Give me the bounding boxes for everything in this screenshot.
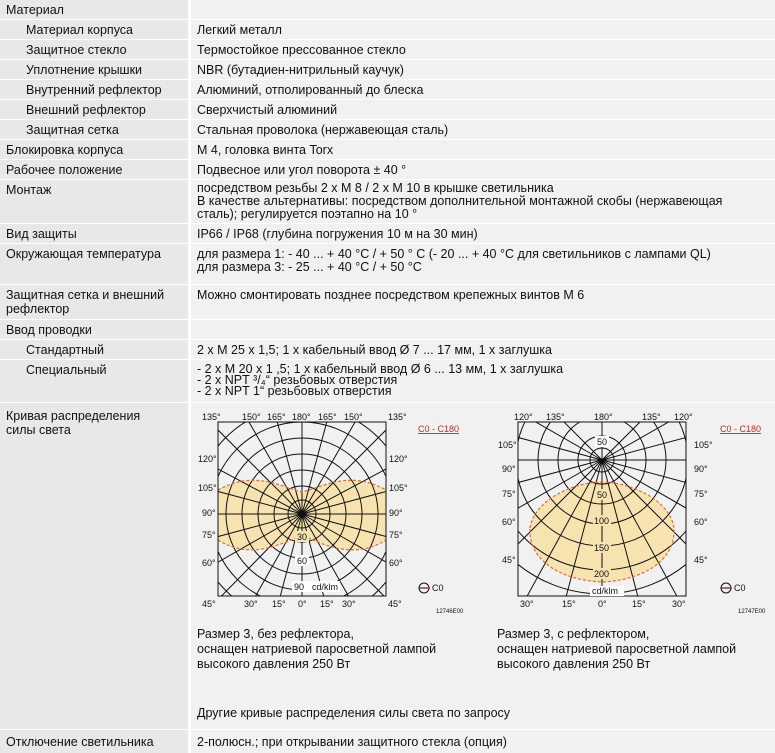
- row-label: Монтаж: [6, 183, 52, 197]
- angle-label: 60°: [389, 558, 403, 568]
- light-distribution-diagram-2: [494, 410, 774, 620]
- angle-label: 45°: [502, 555, 516, 565]
- angle-label: 180°: [292, 412, 311, 422]
- angle-label: 60°: [694, 517, 708, 527]
- angle-label: 75°: [389, 530, 403, 540]
- diagram-2-caption: Размер 3, с рефлектором, оснащен натриевой паросветной лампой высокого давления 250 Вт: [497, 627, 737, 671]
- row-label: Окружающая температура: [6, 247, 161, 261]
- row-value: - 2 x M 20 x 1 ,5; 1 x кабельный ввод Ø 6 ... 13 мм, 1 x заглушка - 2 x NPT ³/₄“ резьбовых отверстия - 2 x NPT 1“ резьбовых отверстия: [197, 362, 564, 398]
- angle-label: 120°: [389, 454, 408, 464]
- angle-label: 60°: [202, 558, 216, 568]
- angle-label: 90°: [389, 508, 403, 518]
- legend-label: C0 - C180: [418, 424, 460, 434]
- row-value: для размера 1: - 40 ... + 40 °C / + 50 ° C (- 20 ... + 40 °C для светильников с лампами QL) для размера 3: - 25 ... + 40 °C / + 50 °C: [197, 247, 711, 274]
- angle-label: 30°: [244, 599, 258, 609]
- radial-value: 50: [597, 490, 608, 500]
- angle-label: 30°: [520, 599, 534, 609]
- angle-label: 150°: [242, 412, 261, 422]
- angle-label: 180°: [594, 412, 613, 422]
- row-label: Специальный: [26, 363, 107, 377]
- row-value: Подвесное или угол поворота ± 40 °: [197, 163, 407, 177]
- angle-label: 30°: [342, 599, 356, 609]
- angle-label: 0°: [298, 599, 307, 609]
- angle-label: 90°: [502, 464, 516, 474]
- angle-label: 120°: [514, 412, 533, 422]
- radial-value: 100: [594, 516, 610, 526]
- unit-label: cd/klm: [312, 582, 339, 592]
- row-value: 2 x M 25 x 1,5; 1 x кабельный ввод Ø 7 ... 17 мм, 1 x заглушка: [197, 343, 552, 357]
- angle-label: 15°: [562, 599, 576, 609]
- row-value: Легкий металл: [197, 23, 282, 37]
- angle-label: 75°: [694, 489, 708, 499]
- angle-label: 60°: [502, 517, 516, 527]
- angle-label: 135°: [642, 412, 661, 422]
- angle-label: 105°: [498, 440, 517, 450]
- angle-label: 30°: [672, 599, 686, 609]
- diagram-code: 12747E00: [738, 609, 766, 615]
- legend-marker-label: C0: [734, 583, 746, 593]
- angle-label: 105°: [694, 440, 713, 450]
- angle-label: 135°: [202, 412, 221, 422]
- row-value: IP66 / IP68 (глубина погружения 10 м на 30 мин): [197, 227, 478, 241]
- row-value: Можно смонтировать позднее посредством крепежных винтов M 6: [197, 288, 585, 302]
- row-label: Стандартный: [26, 343, 104, 357]
- row-label: Кривая распределения силы света: [6, 409, 141, 437]
- angle-label: 135°: [546, 412, 565, 422]
- angle-label: 120°: [674, 412, 693, 422]
- row-label: Отключение светильника: [6, 735, 154, 749]
- unit-label: cd/klm: [592, 586, 619, 596]
- row-label: Внутренний рефлектор: [26, 83, 162, 97]
- diagram-1-caption: Размер 3, без рефлектора, оснащен натриевой паросветной лампой высокого давления 250 Вт: [197, 627, 437, 671]
- angle-label: 45°: [694, 555, 708, 565]
- row-value: M 4, головка винта Torx: [197, 143, 334, 157]
- angle-label: 45°: [202, 599, 216, 609]
- row-label: Рабочее положение: [6, 163, 123, 177]
- angle-label: 120°: [198, 454, 217, 464]
- row-value: Термостойкое прессованное стекло: [197, 43, 406, 57]
- row-label: Ввод проводки: [6, 323, 92, 337]
- angle-label: 0°: [598, 599, 607, 609]
- angle-label: 75°: [502, 489, 516, 499]
- row-label: Защитная сетка и внешний рефлектор: [6, 288, 165, 316]
- legend-marker-label: C0: [432, 583, 444, 593]
- radial-value: 50: [597, 437, 608, 447]
- radial-value: 30: [297, 532, 308, 542]
- row-label: Внешний рефлектор: [26, 103, 146, 117]
- other-curves-note: Другие кривые распределения силы света по запросу: [197, 706, 511, 720]
- angle-label: 105°: [389, 483, 408, 493]
- row-value: NBR (бутадиен-нитрильный каучук): [197, 63, 404, 77]
- row-value: 2-полюсн.; при открывании защитного стекла (опция): [197, 735, 507, 749]
- row-label: Защитная сетка: [26, 123, 119, 137]
- angle-label: 15°: [272, 599, 286, 609]
- angle-label: 90°: [694, 464, 708, 474]
- angle-label: 165°: [318, 412, 337, 422]
- diagram-code: 12746E00: [436, 609, 464, 615]
- angle-label: 165°: [267, 412, 286, 422]
- legend-label: C0 - C180: [720, 424, 762, 434]
- c0-marker-icon: [721, 583, 732, 593]
- row-value: Стальная проволока (нержавеющая сталь): [197, 123, 449, 137]
- radial-value: 60: [297, 556, 308, 566]
- row-label: Защитное стекло: [26, 43, 127, 57]
- c0-marker-icon: [419, 583, 430, 593]
- spec-row: [0, 0, 775, 19]
- row-label: Материал: [6, 3, 64, 17]
- row-value: Сверхчистый алюминий: [197, 103, 338, 117]
- angle-label: 15°: [320, 599, 334, 609]
- light-distribution-diagram-1: [194, 410, 474, 620]
- angle-label: 150°: [344, 412, 363, 422]
- row-label: Вид защиты: [6, 227, 77, 241]
- radial-value: 90: [294, 582, 305, 592]
- angle-label: 45°: [388, 599, 402, 609]
- row-value: Алюминий, отполированный до блеска: [197, 83, 424, 97]
- row-label: Уплотнение крышки: [26, 63, 143, 77]
- angle-label: 15°: [632, 599, 646, 609]
- radial-value: 200: [594, 569, 610, 579]
- radial-value: 150: [594, 543, 610, 553]
- angle-label: 105°: [198, 483, 217, 493]
- row-label: Материал корпуса: [26, 23, 134, 37]
- angle-label: 135°: [388, 412, 407, 422]
- row-label: Блокировка корпуса: [6, 143, 124, 157]
- angle-label: 90°: [202, 508, 216, 518]
- row-value: посредством резьбы 2 x M 8 / 2 x M 10 в крышке светильника В качестве альтернативы: посредством дополнительной монтажной скобы (нержавеющая сталь); регулируется поэтапно на 10 °: [197, 181, 723, 221]
- angle-label: 75°: [202, 530, 216, 540]
